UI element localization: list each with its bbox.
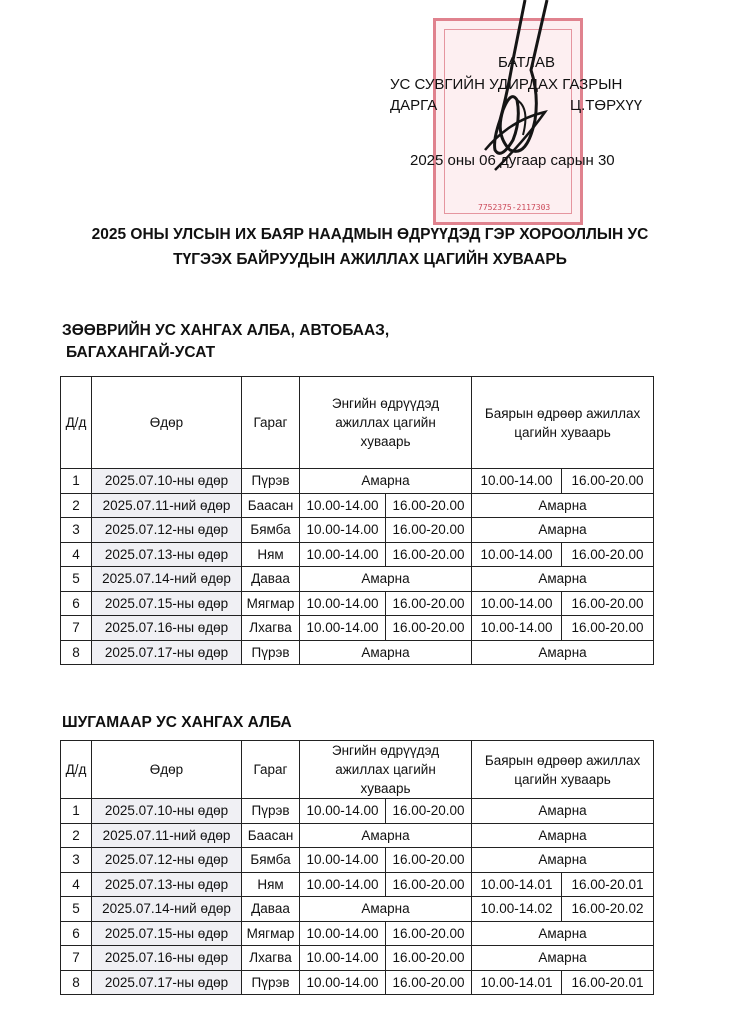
row-weekday: Ням bbox=[242, 542, 300, 567]
row-date: 2025.07.16-ны өдөр bbox=[92, 616, 242, 641]
table-row bbox=[61, 921, 654, 946]
approval-date: 2025 оны 06 дугаар сарын 30 bbox=[410, 152, 615, 169]
table-row bbox=[61, 518, 654, 543]
normal-shift-afternoon: 16.00-20.00 bbox=[386, 848, 472, 873]
table-row bbox=[61, 872, 654, 897]
holiday-shift-afternoon: 16.00-20.01 bbox=[562, 970, 654, 995]
row-date: 2025.07.10-ны өдөр bbox=[92, 469, 242, 494]
holiday-shift-afternoon: 16.00-20.00 bbox=[562, 616, 654, 641]
row-number: 3 bbox=[61, 518, 92, 543]
table-row bbox=[61, 823, 654, 848]
section-1-title bbox=[62, 320, 389, 364]
section-2-title: ШУГАМААР УС ХАНГАХ АЛБА bbox=[62, 714, 292, 731]
approval-organization: УС СУВГИЙН УДИРДАХ ГАЗРЫН bbox=[390, 76, 623, 93]
row-weekday: Ням bbox=[242, 872, 300, 897]
row-weekday: Мягмар bbox=[242, 921, 300, 946]
normal-shift-afternoon: 16.00-20.00 bbox=[386, 493, 472, 518]
header-dd: Д/д bbox=[61, 377, 92, 469]
row-weekday: Пүрэв bbox=[242, 640, 300, 665]
row-weekday: Мягмар bbox=[242, 591, 300, 616]
header-normal-days: Энгийн өдрүүдэд ажиллах цагийн хуваарь bbox=[300, 377, 472, 469]
row-date: 2025.07.12-ны өдөр bbox=[92, 518, 242, 543]
normal-shift-afternoon: 16.00-20.00 bbox=[386, 542, 472, 567]
row-weekday: Баасан bbox=[242, 493, 300, 518]
holiday-shift-morning: 10.00-14.00 bbox=[472, 591, 562, 616]
normal-shift-afternoon: 16.00-20.00 bbox=[386, 946, 472, 971]
table-row bbox=[61, 542, 654, 567]
section-1-title-line-1: ЗӨӨВРИЙН УС ХАНГАХ АЛБА, АВТОБААЗ, bbox=[62, 322, 390, 339]
holiday-shift-afternoon: 16.00-20.01 bbox=[562, 872, 654, 897]
table-header-row bbox=[61, 377, 654, 469]
row-number: 4 bbox=[61, 542, 92, 567]
row-date: 2025.07.13-ны өдөр bbox=[92, 872, 242, 897]
signature-icon bbox=[455, 0, 575, 215]
row-number: 8 bbox=[61, 970, 92, 995]
normal-shift-afternoon: 16.00-20.00 bbox=[386, 921, 472, 946]
row-weekday: Лхагва bbox=[242, 616, 300, 641]
holiday-day-off: Амарна bbox=[472, 946, 654, 971]
table-row bbox=[61, 799, 654, 824]
holiday-day-off: Амарна bbox=[472, 823, 654, 848]
normal-day-off: Амарна bbox=[300, 823, 472, 848]
table-row bbox=[61, 493, 654, 518]
normal-day-off: Амарна bbox=[300, 567, 472, 592]
normal-day-off: Амарна bbox=[300, 469, 472, 494]
table-row bbox=[61, 640, 654, 665]
normal-shift-morning: 10.00-14.00 bbox=[300, 872, 386, 897]
holiday-shift-afternoon: 16.00-20.02 bbox=[562, 897, 654, 922]
table-row bbox=[61, 591, 654, 616]
table-row bbox=[61, 616, 654, 641]
approval-role: ДАРГА bbox=[390, 97, 438, 114]
header-weekday: Гараг bbox=[242, 741, 300, 799]
holiday-shift-morning: 10.00-14.02 bbox=[472, 897, 562, 922]
row-weekday: Даваа bbox=[242, 567, 300, 592]
row-weekday: Пүрэв bbox=[242, 799, 300, 824]
normal-day-off: Амарна bbox=[300, 897, 472, 922]
row-number: 1 bbox=[61, 799, 92, 824]
row-number: 7 bbox=[61, 616, 92, 641]
normal-shift-morning: 10.00-14.00 bbox=[300, 921, 386, 946]
row-weekday: Баасан bbox=[242, 823, 300, 848]
normal-shift-morning: 10.00-14.00 bbox=[300, 616, 386, 641]
table-row bbox=[61, 469, 654, 494]
holiday-shift-morning: 10.00-14.00 bbox=[472, 542, 562, 567]
holiday-day-off: Амарна bbox=[472, 493, 654, 518]
normal-shift-afternoon: 16.00-20.00 bbox=[386, 518, 472, 543]
normal-shift-morning: 10.00-14.00 bbox=[300, 591, 386, 616]
row-number: 1 bbox=[61, 469, 92, 494]
normal-shift-morning: 10.00-14.00 bbox=[300, 542, 386, 567]
row-weekday: Пүрэв bbox=[242, 469, 300, 494]
holiday-shift-morning: 10.00-14.00 bbox=[472, 616, 562, 641]
normal-shift-afternoon: 16.00-20.00 bbox=[386, 616, 472, 641]
table-row bbox=[61, 970, 654, 995]
row-date: 2025.07.13-ны өдөр bbox=[92, 542, 242, 567]
row-date: 2025.07.15-ны өдөр bbox=[92, 591, 242, 616]
table-header-row bbox=[61, 741, 654, 799]
header-day: Өдөр bbox=[92, 377, 242, 469]
table-row bbox=[61, 848, 654, 873]
document-title bbox=[60, 222, 680, 272]
row-weekday: Пүрэв bbox=[242, 970, 300, 995]
row-number: 2 bbox=[61, 493, 92, 518]
holiday-day-off: Амарна bbox=[472, 567, 654, 592]
row-date: 2025.07.11-ний өдөр bbox=[92, 493, 242, 518]
normal-shift-afternoon: 16.00-20.00 bbox=[386, 799, 472, 824]
holiday-shift-morning: 10.00-14.00 bbox=[472, 469, 562, 494]
table-row bbox=[61, 946, 654, 971]
holiday-day-off: Амарна bbox=[472, 518, 654, 543]
holiday-shift-afternoon: 16.00-20.00 bbox=[562, 542, 654, 567]
normal-shift-morning: 10.00-14.00 bbox=[300, 970, 386, 995]
row-number: 4 bbox=[61, 872, 92, 897]
row-number: 7 bbox=[61, 946, 92, 971]
holiday-shift-afternoon: 16.00-20.00 bbox=[562, 469, 654, 494]
header-weekday: Гараг bbox=[242, 377, 300, 469]
stamp-code: 7752375-2117303 bbox=[478, 203, 551, 212]
row-number: 5 bbox=[61, 897, 92, 922]
row-date: 2025.07.16-ны өдөр bbox=[92, 946, 242, 971]
approval-name: Ц.ТӨРХҮҮ bbox=[570, 97, 643, 114]
normal-day-off: Амарна bbox=[300, 640, 472, 665]
row-number: 6 bbox=[61, 591, 92, 616]
row-date: 2025.07.14-ний өдөр bbox=[92, 567, 242, 592]
holiday-shift-morning: 10.00-14.01 bbox=[472, 970, 562, 995]
holiday-day-off: Амарна bbox=[472, 921, 654, 946]
row-weekday: Даваа bbox=[242, 897, 300, 922]
normal-shift-morning: 10.00-14.00 bbox=[300, 848, 386, 873]
document-title-line-1: 2025 ОНЫ УЛСЫН ИХ БАЯР НААДМЫН ӨДРҮҮДЭД ГЭР ХОРООЛЛЫН УС bbox=[91, 226, 649, 243]
row-number: 6 bbox=[61, 921, 92, 946]
normal-shift-afternoon: 16.00-20.00 bbox=[386, 591, 472, 616]
row-number: 5 bbox=[61, 567, 92, 592]
row-date: 2025.07.14-ний өдөр bbox=[92, 897, 242, 922]
normal-shift-afternoon: 16.00-20.00 bbox=[386, 872, 472, 897]
approval-title: БАТЛАВ bbox=[498, 54, 556, 71]
header-holiday-days: Баярын өдрөөр ажиллах цагийн хуваарь bbox=[472, 741, 654, 799]
normal-shift-morning: 10.00-14.00 bbox=[300, 799, 386, 824]
schedule-table-2 bbox=[60, 740, 654, 995]
row-number: 2 bbox=[61, 823, 92, 848]
row-number: 8 bbox=[61, 640, 92, 665]
row-number: 3 bbox=[61, 848, 92, 873]
document-title-line-2: ТҮГЭЭХ БАЙРУУДЫН АЖИЛЛАХ ЦАГИЙН ХУВААРЬ bbox=[173, 251, 567, 268]
header-day: Өдөр bbox=[92, 741, 242, 799]
row-date: 2025.07.17-ны өдөр bbox=[92, 640, 242, 665]
holiday-shift-morning: 10.00-14.01 bbox=[472, 872, 562, 897]
normal-shift-afternoon: 16.00-20.00 bbox=[386, 970, 472, 995]
row-date: 2025.07.10-ны өдөр bbox=[92, 799, 242, 824]
row-date: 2025.07.11-ний өдөр bbox=[92, 823, 242, 848]
table-row bbox=[61, 897, 654, 922]
table-row bbox=[61, 567, 654, 592]
normal-shift-morning: 10.00-14.00 bbox=[300, 946, 386, 971]
row-weekday: Бямба bbox=[242, 848, 300, 873]
row-date: 2025.07.15-ны өдөр bbox=[92, 921, 242, 946]
row-date: 2025.07.17-ны өдөр bbox=[92, 970, 242, 995]
header-holiday-days: Баярын өдрөөр ажиллах цагийн хуваарь bbox=[472, 377, 654, 469]
holiday-shift-afternoon: 16.00-20.00 bbox=[562, 591, 654, 616]
header-dd: Д/д bbox=[61, 741, 92, 799]
row-weekday: Лхагва bbox=[242, 946, 300, 971]
holiday-day-off: Амарна bbox=[472, 799, 654, 824]
holiday-day-off: Амарна bbox=[472, 640, 654, 665]
row-weekday: Бямба bbox=[242, 518, 300, 543]
section-1-title-line-2: БАГАХАНГАЙ-УСАТ bbox=[66, 344, 216, 361]
normal-shift-morning: 10.00-14.00 bbox=[300, 493, 386, 518]
holiday-day-off: Амарна bbox=[472, 848, 654, 873]
schedule-table-1 bbox=[60, 376, 654, 665]
row-date: 2025.07.12-ны өдөр bbox=[92, 848, 242, 873]
header-normal-days: Энгийн өдрүүдэд ажиллах цагийн хуваарь bbox=[300, 741, 472, 799]
normal-shift-morning: 10.00-14.00 bbox=[300, 518, 386, 543]
